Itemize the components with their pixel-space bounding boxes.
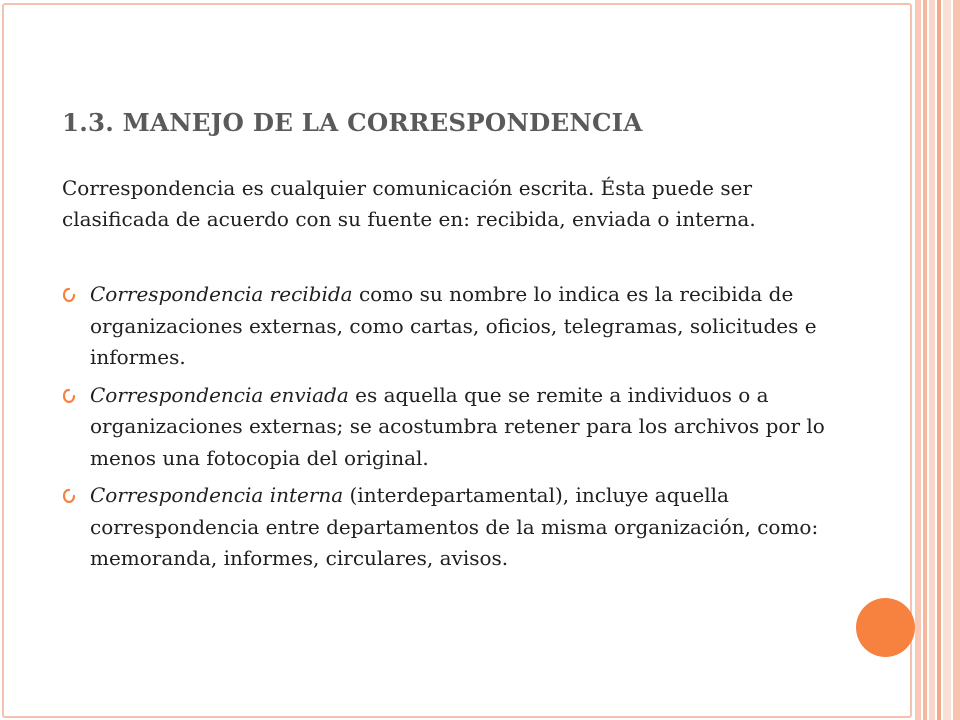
term-label: Correspondencia interna [90,483,344,507]
list-item [62,380,832,475]
bullet-marker-icon [62,488,76,504]
stripe [943,0,951,720]
term-label: Correspondencia enviada [90,382,349,407]
stripe [923,0,927,720]
slide-title: 1.3. MANEJO DE LA CORRESPONDENCIA [62,108,643,137]
intro-paragraph: Correspondencia es cualquier comunicación escrita. Ésta puede ser clasificada de acuerdo con su fuente en: recibida, enviada o interna. [62,176,756,231]
stripe [937,0,941,720]
term-label: Correspondencia recibida [90,282,353,306]
accent-circle [856,598,915,657]
item-text: (interdepartamental), incluye aquella correspondencia entre departamentos de la misma organización, como: memoranda, informes, circulares, avisos. [90,483,819,570]
decorative-stripes [915,0,960,720]
bullet-marker-icon [62,287,76,303]
item-text: como su nombre lo indica es la recibida de organizaciones externas, como cartas, oficios, telegramas, solicitudes e informes. [90,282,817,369]
list-item [62,480,832,575]
bullet-list [62,279,832,581]
stripe [929,0,935,720]
stripe [915,0,921,720]
stripe [953,0,960,720]
list-item [62,279,832,374]
item-text: es aquella que se remite a individuos o a organizaciones externas; se acostumbra retener para los archivos por lo menos una fotocopia del original. [90,382,825,470]
bullet-marker-icon [62,388,76,404]
